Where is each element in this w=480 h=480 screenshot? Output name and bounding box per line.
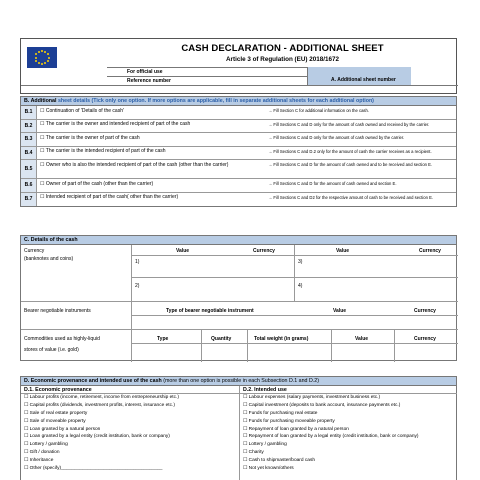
section-b-option-row[interactable] [21, 179, 456, 193]
official-use-label: For official use [107, 67, 307, 76]
section-b-option-row[interactable] [21, 133, 456, 147]
value-header: Value [336, 248, 350, 254]
row-divider [131, 255, 458, 256]
row-divider [21, 301, 458, 302]
currency-header: Currency [253, 248, 275, 254]
flag-star [48, 57, 50, 59]
option-checkbox-label[interactable]: ☐ Owner who is also the intended recipient of part of the cash (other than the carrier) [40, 161, 229, 168]
bni-label: Bearer negotiable instruments [24, 308, 91, 314]
flag-star [38, 62, 40, 64]
form-title: CASH DECLARATION - ADDITIONAL SHEET [181, 43, 384, 54]
flag-star [35, 57, 37, 59]
section-d-table [20, 385, 457, 480]
checkbox-option[interactable]: ☐ Lottery / gambling [243, 442, 287, 448]
checkbox-option[interactable]: ☐ Other (specify)______________________________________ [24, 466, 163, 472]
quantity-header: Quantity [211, 336, 232, 342]
option-instruction: → Fill Sections C and D for the amount of cash owned and to be received and section E. [268, 162, 433, 167]
row-divider [131, 315, 458, 316]
section-b-option-row[interactable] [21, 160, 456, 179]
reference-number-field[interactable]: Reference number [107, 76, 307, 85]
checkbox-option[interactable]: ☐ Funds for purchasing real estate [243, 410, 318, 416]
row-divider [21, 329, 458, 330]
checkbox-option[interactable]: ☐ Loan granted by a natural person [24, 426, 101, 432]
type-header: Type [157, 336, 169, 342]
checkbox-option[interactable]: ☐ Repayment of loan granted by a legal entity (credit institution, bank or company) [243, 434, 419, 440]
flag-star [35, 60, 37, 62]
option-code: B.3 [21, 133, 37, 146]
additional-sheet-number-field[interactable]: A. Additional sheet number [307, 67, 411, 85]
section-d-heading-rest: (more than one option is possible in each Subsection D.1 and D.2) [161, 378, 319, 384]
commodity-currency-header: Currency [414, 336, 436, 342]
bni-type-header: Type of bearer negotiable instrument [166, 308, 254, 314]
checkbox-option[interactable]: ☐ Loan granted by a legal entity (credit institution, bank or company) [24, 434, 170, 440]
option-instruction: → Fill Sections C and D only for the amount of cash owned and received by the carrier. [268, 121, 430, 127]
col-divider [394, 329, 395, 362]
col-divider [131, 245, 132, 301]
flag-star [47, 53, 49, 55]
form-subtitle: Article 3 of Regulation (EU) 2018/1672 [225, 56, 340, 63]
currency-header: Currency [419, 248, 441, 254]
col-divider [294, 245, 295, 301]
form-header [20, 38, 457, 94]
option-checkbox-label[interactable]: ☐ Intended recipient of part of the cash( other than the carrier) [40, 194, 179, 200]
checkbox-option[interactable]: ☐ Lottery / gambling [24, 442, 68, 448]
option-code: B.5 [21, 160, 37, 178]
flag-star [47, 60, 49, 62]
economic-provenance-column [21, 386, 239, 473]
option-checkbox-label[interactable]: ☐ The carrier is the owner of part of the cash [40, 134, 140, 141]
option-instruction: → Fill Sections C and D for the amount of cash owned and section E. [268, 181, 397, 186]
col-divider [247, 329, 248, 362]
checkbox-option[interactable]: ☐ Charity [243, 450, 264, 456]
flag-star [44, 62, 46, 64]
section-b-option-row[interactable] [21, 193, 456, 207]
flag-star [44, 51, 46, 53]
cash-slot-1[interactable]: 1) [135, 259, 140, 265]
weight-header: Total weight (in grams) [254, 336, 309, 342]
checkbox-option[interactable]: ☐ Repayment of loan granted by a natural person [243, 426, 349, 432]
header-title-block [107, 39, 458, 67]
row-divider [131, 277, 458, 278]
section-b-option-row[interactable] [21, 106, 456, 120]
flag-star [38, 51, 40, 53]
commodities-label-2: stores of value (i.e. gold) [24, 347, 79, 353]
option-code: B.2 [21, 120, 37, 133]
cash-slot-4[interactable]: 4) [298, 283, 303, 289]
row-divider [131, 343, 458, 344]
flag-star [35, 53, 37, 55]
option-code: B.1 [21, 106, 37, 119]
option-checkbox-label[interactable]: ☐ Owner of part of the cash (other than the carrier) [40, 180, 154, 187]
option-checkbox-label[interactable]: ☐ Continuation of 'Details of the cash' [40, 107, 124, 114]
col-divider [131, 329, 132, 362]
value-header: Value [176, 248, 190, 254]
section-d-heading-bold: D. Economic provenance and intended use of the cash [24, 378, 162, 384]
checkbox-option[interactable]: ☐ Inheritance [24, 458, 54, 464]
option-instruction: → Fill Sections C and D only for the amount of cash owned by the carrier. [268, 135, 405, 140]
bni-value-header: Value [333, 308, 347, 314]
section-b-option-row[interactable] [21, 120, 456, 134]
option-instruction: → Fill Sections C and D.2 only for the amount of cash the carrier receives as a recipient. [268, 148, 432, 154]
intended-use-column [239, 386, 457, 480]
checkbox-option[interactable]: ☐ Sale of moveable property [24, 418, 86, 424]
intended-use-title: D.2. Intended use [240, 386, 457, 394]
checkbox-option[interactable]: ☐ Sale of real estate property [24, 410, 88, 416]
eu-flag-icon [27, 47, 57, 68]
checkbox-option[interactable]: ☐ Labour expenses (salary payments, investment business etc.) [243, 395, 381, 400]
option-code: B.6 [21, 179, 37, 192]
option-instruction: → Fill Sections C and D2 for the respective amount of cash to be received and section E. [268, 194, 434, 200]
option-checkbox-label[interactable]: ☐ The carrier is the intended recipient of part of the cash [40, 148, 166, 154]
section-b-heading-bold: B. Additional [24, 98, 57, 104]
header-divider [21, 85, 458, 86]
section-c-table [20, 244, 457, 361]
section-b-option-row[interactable] [21, 147, 456, 161]
option-checkbox-label[interactable]: ☐ The carrier is the owner and intended recipient of part of the cash [40, 121, 191, 127]
option-code: B.7 [21, 193, 37, 207]
section-c-heading: C. Details of the cash [20, 235, 457, 245]
col-divider [331, 329, 332, 362]
cash-slot-3[interactable]: 3) [298, 259, 303, 265]
cash-slot-2[interactable]: 2) [135, 283, 140, 289]
option-instruction: → Fill Section C for additional information on the cash. [268, 108, 370, 113]
checkbox-option[interactable]: ☐ Gift / donation [24, 450, 60, 456]
section-b-options [20, 105, 457, 207]
section-b-heading-rest: sheet details (Tick only one option. If more options are applicable, fill in separate additional sheets for each additional option) [56, 98, 374, 104]
option-code: B.4 [21, 147, 37, 160]
checkbox-option[interactable]: ☐ Labour profits (income, retirement, income from entrepreneurship etc.) [24, 395, 179, 400]
commodity-value-header: Value [355, 336, 369, 342]
checkbox-option[interactable]: ☐ Cash to shipmaster/board cash [243, 458, 316, 464]
economic-provenance-title: D.1. Economic provenance [21, 386, 239, 394]
checkbox-option[interactable]: ☐ Capital profits (dividends, investment profits, interest, insurance etc.) [24, 402, 175, 408]
currency-label: Currency [24, 248, 45, 254]
bni-currency-header: Currency [414, 308, 436, 314]
checkbox-option[interactable]: ☐ Capital investment (deposits to bank account, insurance payments etc.) [243, 402, 401, 408]
commodities-label-1: Commodities used as highly-liquid [24, 336, 100, 342]
col-divider [201, 329, 202, 362]
flag-star [41, 63, 43, 65]
checkbox-option[interactable]: ☐ Not yet known/others [243, 466, 294, 472]
banknotes-label: (banknotes and coins) [24, 256, 74, 262]
flag-star [41, 50, 43, 52]
checkbox-option[interactable]: ☐ Funds for purchasing moveable property [243, 418, 335, 424]
